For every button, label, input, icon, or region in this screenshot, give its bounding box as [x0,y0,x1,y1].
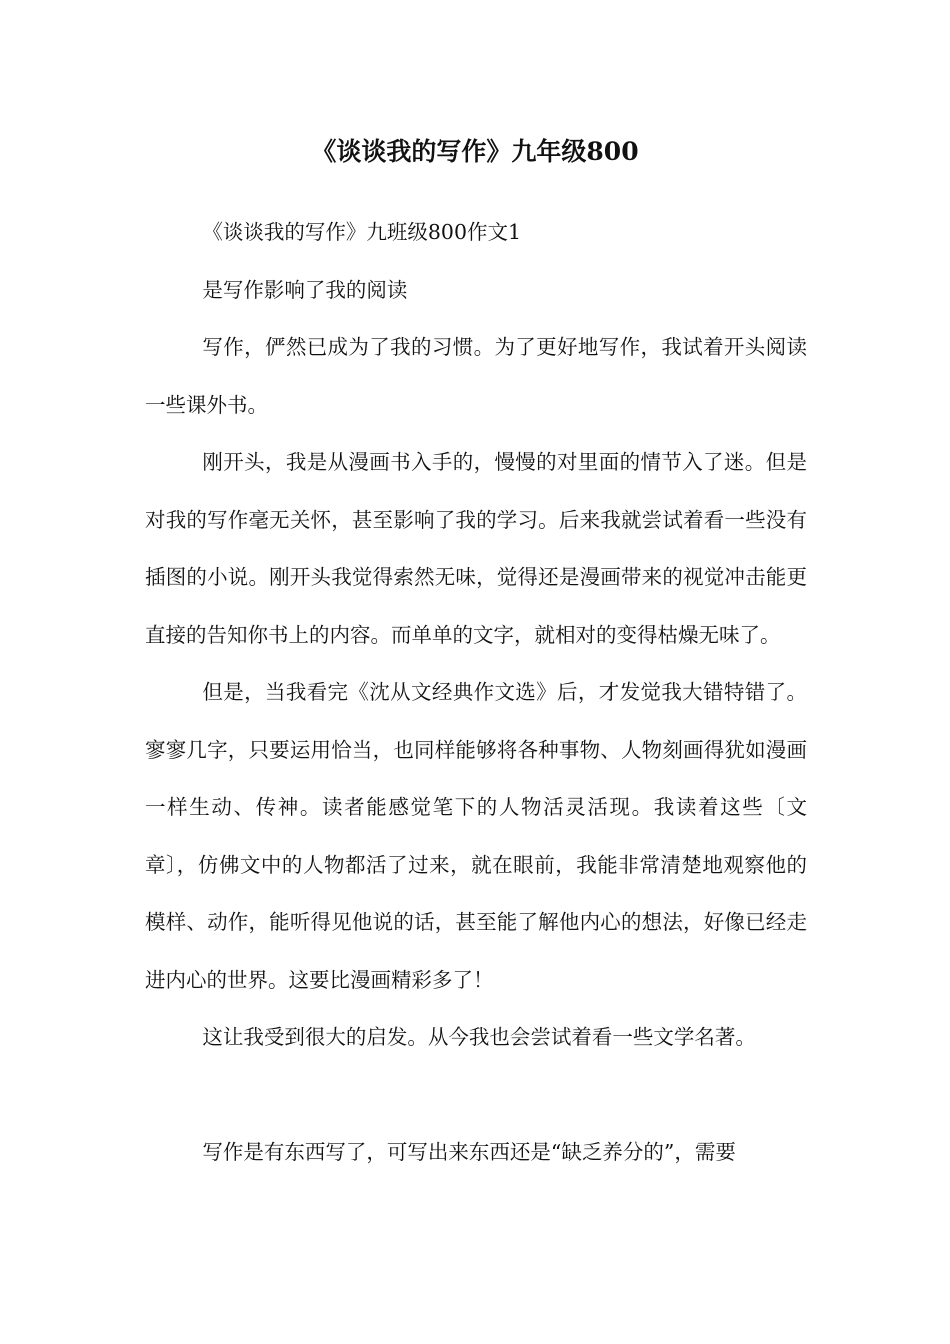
paragraph: 写作是有东西写了，可写出来东西还是“缺乏养分的”，需要 [202,1140,736,1164]
paragraph: 这让我受到很大的启发。从今我也会尝试着看一些文学名著。 [202,1025,756,1049]
paragraph: 刚开头，我是从漫画书入手的，慢慢的对里面的情节入了迷。但是对我的写作毫无关怀，甚至影响了我的学习。后来我就尝试着看一些没有插图的小说。刚开头我觉得索然无味，觉得还是漫画带来的视觉冲击能更直接的告知你书上的内容。而单单的文字，就相对的变得枯燥无味了。 [145,450,807,647]
paragraph-spacer [145,1067,807,1125]
paragraph: 写作，俨然已成为了我的习惯。为了更好地写作，我试着开头阅读一些课外书。 [145,335,807,417]
document-title: 《谈谈我的写作》九年级800 [311,137,639,166]
paragraph-subtitle: 《谈谈我的写作》九班级800作文1 [202,220,522,244]
paragraph: 但是，当我看完《沈从文经典作文选》后，才发觉我大错特错了。寥寥几字，只要运用恰当，也同样能够将各种事物、人物刻画得犹如漫画一样生动、传神。读者能感觉笔下的人物活灵活现。我读着这些〔文章〕，仿佛文中的人物都活了过来，就在眼前，我能非常清楚地观察他的模样、动作，能听得见他说的话，甚至能了解他内心的想法，好像已经走进内心的世界。这要比漫画精彩多了！ [145,680,807,992]
paragraph-heading: 是写作影响了我的阅读 [202,277,408,302]
document-body [145,204,807,1182]
